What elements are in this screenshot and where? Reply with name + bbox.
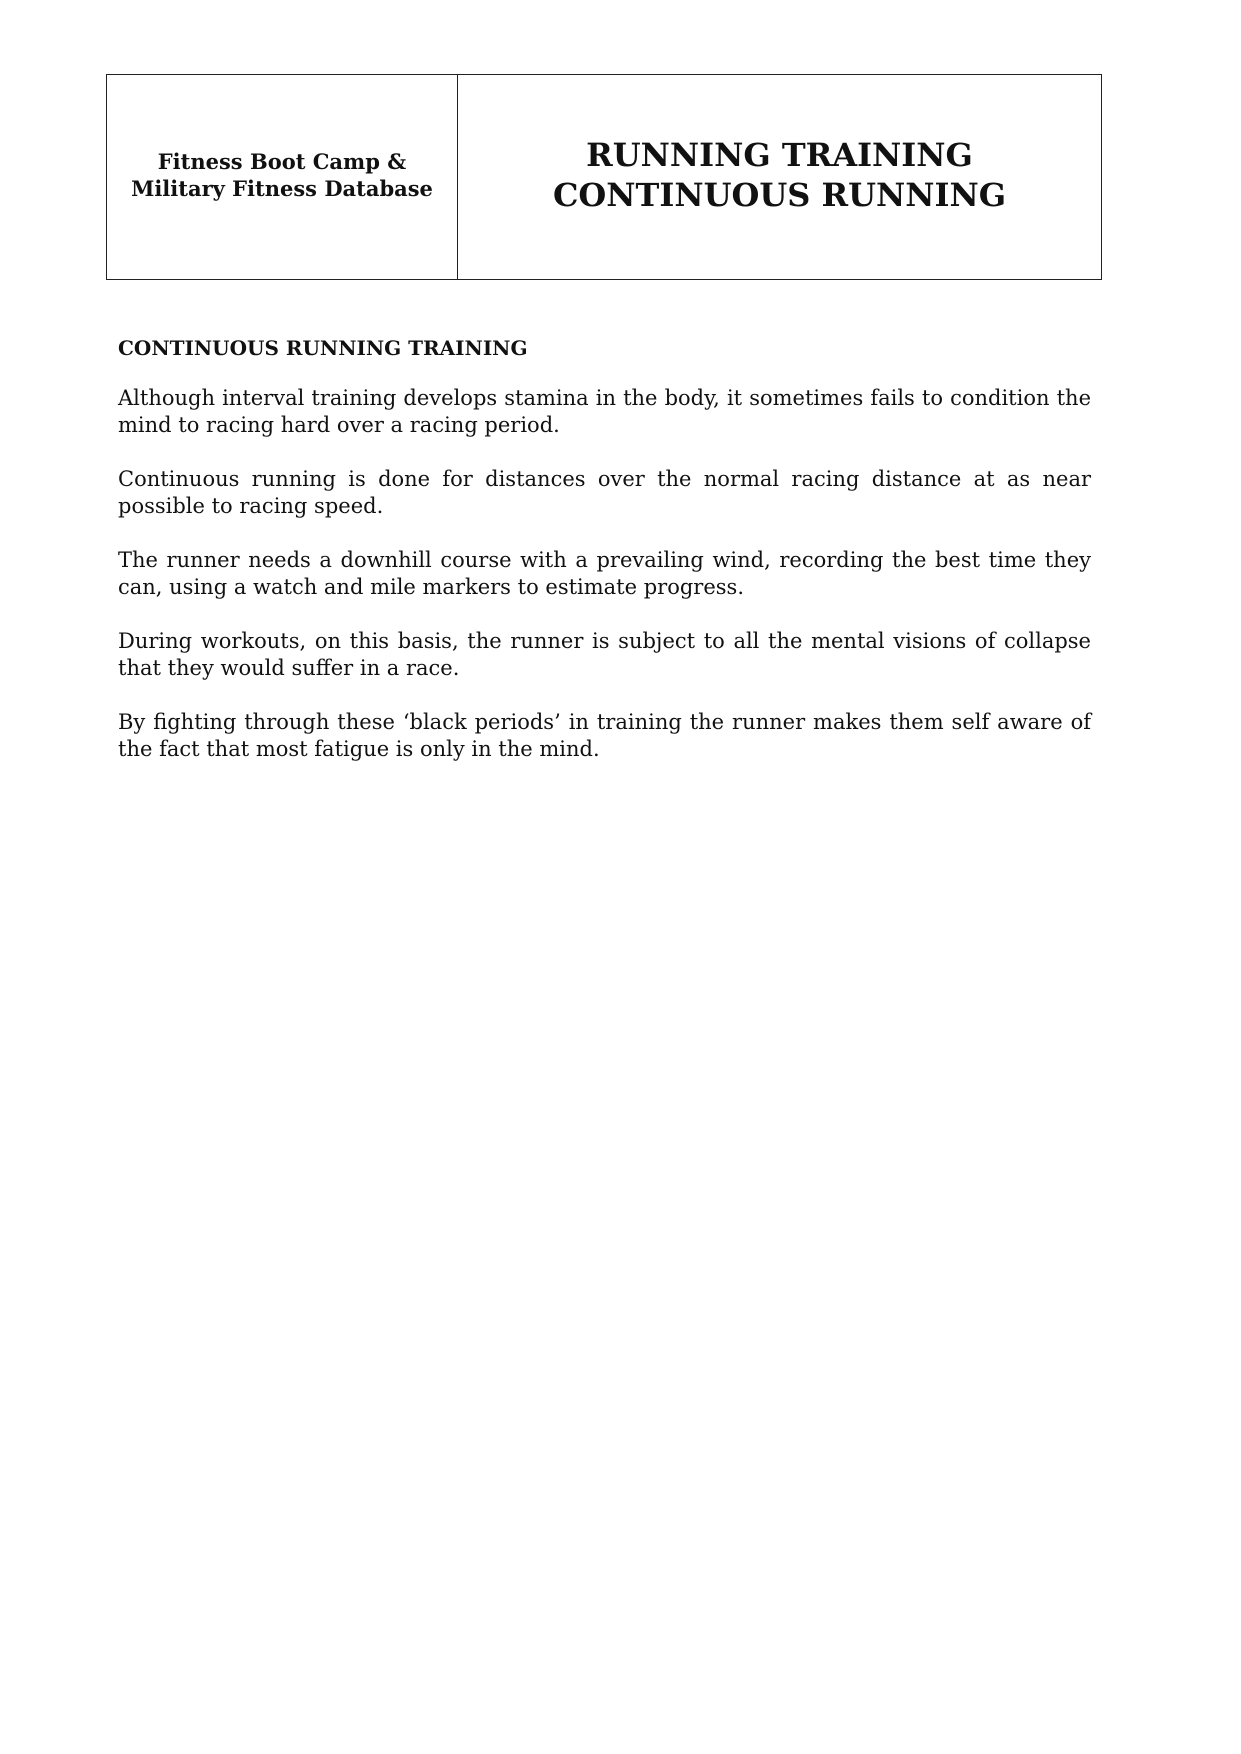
body-paragraph-5: By fighting through these ‘black periods’ in training the runner makes them self aware of the fact that most fatigue is only in the mind.	[118, 710, 1091, 761]
section-heading: CONTINUOUS RUNNING TRAINING	[118, 336, 528, 360]
document-title-line-2: CONTINUOUS RUNNING	[552, 176, 1007, 214]
document-title	[553, 135, 1006, 215]
document-header	[106, 74, 1102, 280]
header-org-cell	[107, 75, 458, 279]
document-title-line-1: RUNNING TRAINING	[586, 136, 973, 174]
organization-name	[131, 148, 433, 202]
body-paragraph-4: During workouts, on this basis, the runner is subject to all the mental visions of collapse that they would suffer in a race.	[118, 629, 1091, 680]
document-body	[118, 335, 1091, 790]
organization-name-line-1: Fitness Boot Camp &	[157, 149, 407, 174]
organization-name-line-2: Military Fitness Database	[131, 176, 433, 201]
body-paragraph-1: Although interval training develops stamina in the body, it sometimes fails to condition the mind to racing hard over a racing period.	[118, 386, 1091, 437]
body-paragraph-3: The runner needs a downhill course with a prevailing wind, recording the best time they can, using a watch and mile markers to estimate progress.	[118, 548, 1091, 599]
header-title-cell	[458, 75, 1101, 279]
body-paragraph-2: Continuous running is done for distances over the normal racing distance at as near possible to racing speed.	[118, 467, 1091, 518]
